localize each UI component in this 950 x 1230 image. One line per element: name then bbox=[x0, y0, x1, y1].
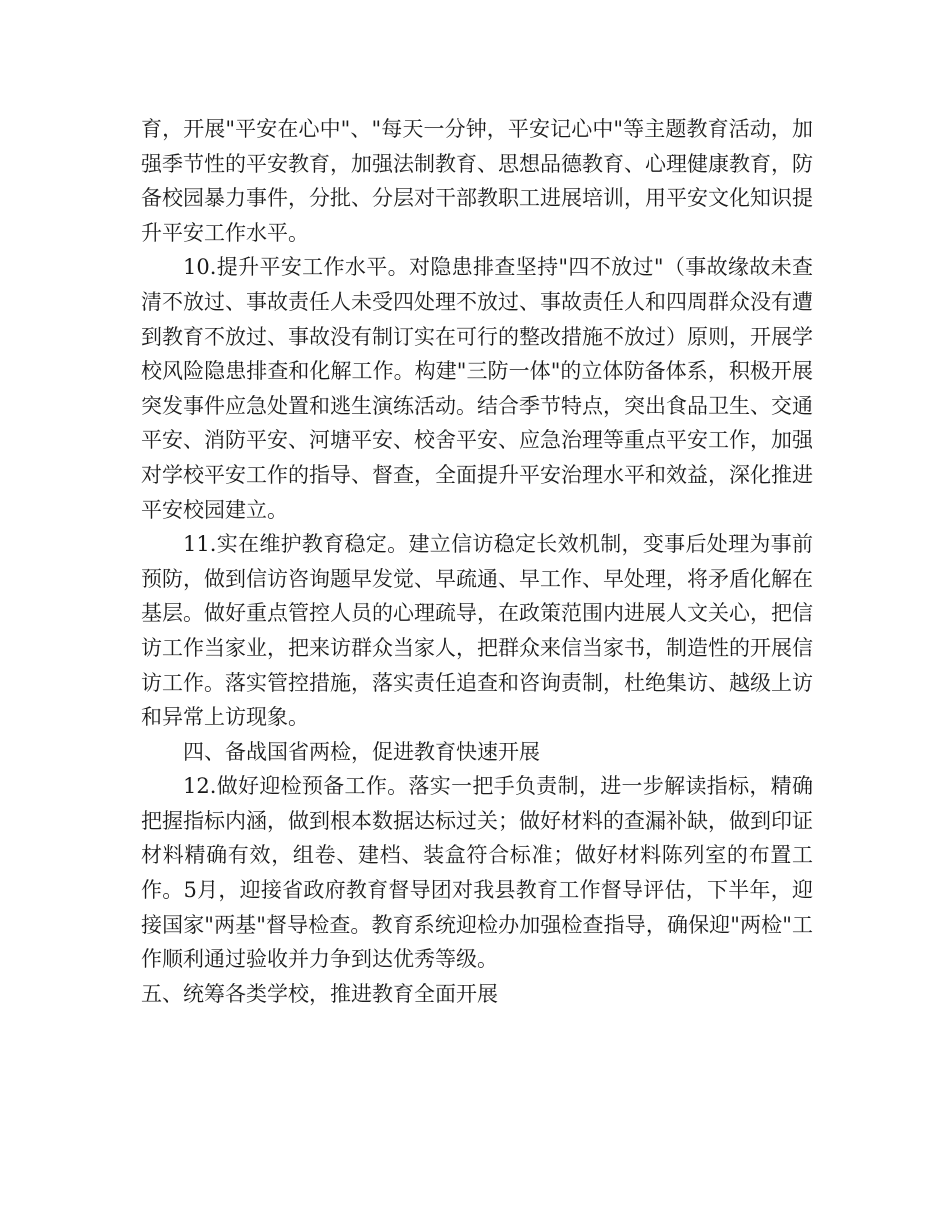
paragraph-item-11: 11.实在维护教育稳定。建立信访稳定长效机制，变事后处理为事前预防，做到信访咨询题早发觉、早疏通、早工作、早处理，将矛盾化解在基层。做好重点管控人员的心理疏导，在政策范围内进展人文关心，把信访工作当家业，把来访群众当家人，把群众来信当家书，制造性的开展信访工作。落实管控措施，落实责任追查和咨询责制，杜绝集访、越级上访和异常上访现象。 bbox=[141, 532, 813, 730]
section-heading-5: 五、统筹各类学校，推进教育全面开展 bbox=[141, 981, 498, 1006]
document-page bbox=[141, 112, 813, 1011]
paragraph-item-10: 10.提升平安工作水平。对隐患排查坚持"四不放过"（事故缘故未查清不放过、事故责任人未受四处理不放过、事故责任人和四周群众没有遭到教育不放过、事故没有制订实在可行的整改措施不放过）原则，开展学校风险隐患排查和化解工作。构建"三防一体"的立体防备体系，积极开展突发事件应急处置和逃生演练活动。结合季节特点，突出食品卫生、交通平安、消防平安、河塘平安、校舍平安、应急治理等重点平安工作，加强对学校平安工作的指导、督查，全面提升平安治理水平和效益，深化推进平安校园建立。 bbox=[141, 255, 813, 522]
paragraph-continuation: 育，开展"平安在心中"、"每天一分钟，平安记心中"等主题教育活动，加强季节性的平安教育，加强法制教育、思想品德教育、心理健康教育，防备校园暴力事件，分批、分层对干部教职工进展培训，用平安文化知识提升平安工作水平。 bbox=[141, 117, 813, 245]
section-heading-4: 四、备战国省两检，促进教育快速开展 bbox=[183, 739, 540, 764]
paragraph-item-12: 12.做好迎检预备工作。落实一把手负责制，进一步解读指标，精确把握指标内涵，做到根本数据达标过关；做好材料的查漏补缺，做到印证材料精确有效，组卷、建档、装盒符合标准；做好材料陈列室的布置工作。5月，迎接省政府教育督导团对我县教育工作督导评估，下半年，迎接国家"两基"督导检查。教育系统迎检办加强检查指导，确保迎"两检"工作顺利通过验收并力争到达优秀等级。 bbox=[141, 774, 813, 972]
